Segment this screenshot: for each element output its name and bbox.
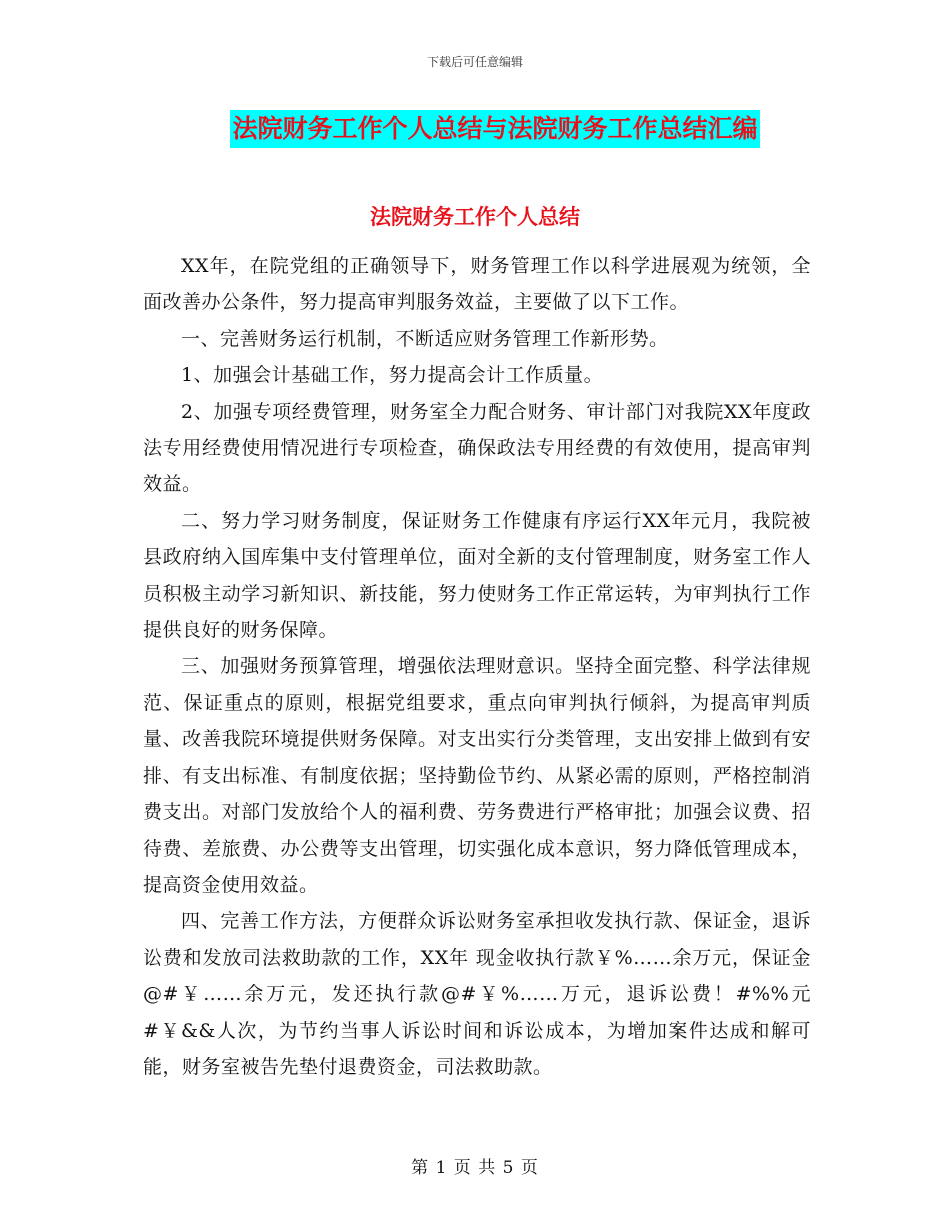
document-title-container [0,110,950,148]
paragraph-heading-3: 三、加强财务预算管理，增强依法理财意识。坚持全面完整、科学法律规范、保证重点的原则，根据党组要求，重点向审判执行倾斜，为提高审判质量、改善我院环境提供财务保障。对支出实行分类管理，支出安排上做到有安排、有支出标准、有制度依据；坚持勤俭节约、从紧必需的原则，严格控制消费支出。对部门发放给个人的福利费、劳务费进行严格审批；加强会议费、招待费、差旅费、办公费等支出管理，切实强化成本意识，努力降低管理成本，提高资金使用效益。 [143,655,811,896]
header-note: 下载后可任意编辑 [426,55,523,69]
paragraph-intro: XX年，在院党组的正确领导下，财务管理工作以科学进展观为统领，全面改善办公条件，努力提高审判服务效益，主要做了以下工作。 [143,255,811,314]
section-title: 法院财务工作个人总结 [370,205,580,229]
paragraph-heading-4: 四、完善工作方法，方便群众诉讼财务室承担收发执行款、保证金，退诉讼费和发放司法救助款的工作，XX年 现金收执行款￥%……余万元，保证金@#￥……余万元，发还执行款@#￥%……万元，退诉讼费！#%%元#￥&&人次，为节约当事人诉讼时间和诉讼成本，为增加案件达成和解可能，财务室被告先垫付退费资金，司法救助款。 [143,910,811,1078]
page-number-footer: 第 1 页 共 5 页 [411,1158,539,1178]
paragraph-item-2: 2、加强专项经费管理，财务室全力配合财务、审计部门对我院XX年度政法专用经费使用情况进行专项检查，确保政法专用经费的有效使用，提高审判效益。 [143,400,811,496]
paragraph-heading-1: 一、完善财务运行机制，不断适应财务管理工作新形势。 [181,327,669,350]
paragraph-heading-2: 二、努力学习财务制度，保证财务工作健康有序运行XX年元月，我院被县政府纳入国库集中支付管理单位，面对全新的支付管理制度，财务室工作人员积极主动学习新知识、新技能，努力使财务工作正常运转，为审判执行工作提供良好的财务保障。 [143,509,811,642]
document-title: 法院财务工作个人总结与法院财务工作总结汇编 [230,110,759,148]
paragraph-item-1: 1、加强会计基础工作，努力提高会计工作质量。 [181,364,604,387]
document-body [143,248,811,1085]
